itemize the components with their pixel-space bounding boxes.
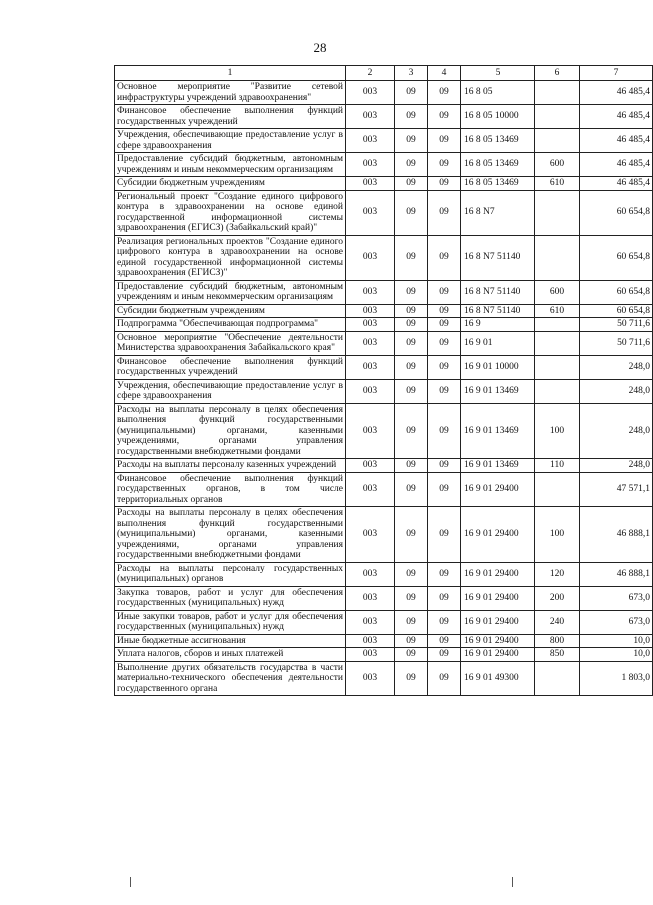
- code-cell: 248,0: [580, 379, 653, 403]
- expense-name-cell: Финансовое обеспечение выполнения функций государственных учреждений: [115, 105, 346, 129]
- code-cell: 09: [428, 507, 461, 563]
- code-cell: 09: [428, 235, 461, 280]
- code-cell: 120: [535, 562, 580, 586]
- code-cell: 16 8 N7 51140: [461, 235, 535, 280]
- code-cell: 16 9 01 13469: [461, 403, 535, 459]
- expense-name-cell: Предоставление субсидий бюджетным, автономным учреждениям и иным некоммерческим организациям: [115, 153, 346, 177]
- code-cell: 09: [428, 648, 461, 662]
- code-cell: [535, 472, 580, 507]
- expense-name-cell: Учреждения, обеспечивающие предоставление услуг в сфере здравоохранения: [115, 379, 346, 403]
- expense-name-cell: Финансовое обеспечение выполнения функций государственных учреждений: [115, 355, 346, 379]
- code-cell: 003: [346, 379, 395, 403]
- code-cell: 09: [428, 318, 461, 332]
- code-cell: 50 711,6: [580, 318, 653, 332]
- code-cell: 003: [346, 648, 395, 662]
- code-cell: 09: [395, 280, 428, 304]
- code-cell: 60 654,8: [580, 190, 653, 235]
- expense-name-cell: Иные закупки товаров, работ и услуг для обеспечения государственных (муниципальных) нужд: [115, 610, 346, 634]
- expense-name-cell: Субсидии бюджетным учреждениям: [115, 304, 346, 318]
- code-cell: 09: [428, 190, 461, 235]
- code-cell: 003: [346, 661, 395, 696]
- code-cell: 60 654,8: [580, 280, 653, 304]
- code-cell: 16 9 01 13469: [461, 459, 535, 473]
- expense-name-cell: Иные бюджетные ассигнования: [115, 634, 346, 648]
- code-cell: 09: [428, 355, 461, 379]
- code-cell: 09: [395, 318, 428, 332]
- code-cell: 600: [535, 280, 580, 304]
- code-cell: 09: [395, 379, 428, 403]
- code-cell: 09: [428, 177, 461, 191]
- table-row: [115, 472, 653, 507]
- code-cell: 09: [395, 459, 428, 473]
- table-row: [115, 586, 653, 610]
- code-cell: 003: [346, 280, 395, 304]
- code-cell: 800: [535, 634, 580, 648]
- code-cell: 46 485,4: [580, 129, 653, 153]
- table-row: [115, 318, 653, 332]
- expense-name-cell: Основное мероприятие "Обеспечение деятельности Министерства здравоохранения Забайкальского края": [115, 331, 346, 355]
- code-cell: 610: [535, 177, 580, 191]
- code-cell: 1 803,0: [580, 661, 653, 696]
- expense-name-cell: Учреждения, обеспечивающие предоставление услуг в сфере здравоохранения: [115, 129, 346, 153]
- code-cell: [535, 661, 580, 696]
- code-cell: 16 9 01 29400: [461, 507, 535, 563]
- code-cell: 110: [535, 459, 580, 473]
- code-cell: 003: [346, 304, 395, 318]
- code-cell: 16 8 05 13469: [461, 153, 535, 177]
- expense-name-cell: Реализация региональных проектов "Создание единого цифрового контура в здравоохранении на основе единой государственной информационной системы здравоохранения (ЕГИСЗ)": [115, 235, 346, 280]
- code-cell: [535, 331, 580, 355]
- code-cell: [535, 105, 580, 129]
- code-cell: 09: [395, 129, 428, 153]
- code-cell: 240: [535, 610, 580, 634]
- code-cell: 850: [535, 648, 580, 662]
- column-header: 4: [428, 66, 461, 81]
- column-header: 5: [461, 66, 535, 81]
- code-cell: 46 888,1: [580, 507, 653, 563]
- code-cell: 16 9 01 29400: [461, 586, 535, 610]
- expense-name-cell: Субсидии бюджетным учреждениям: [115, 177, 346, 191]
- code-cell: [535, 190, 580, 235]
- code-cell: [535, 81, 580, 105]
- code-cell: 610: [535, 304, 580, 318]
- table-row: [115, 355, 653, 379]
- code-cell: 16 9 01 10000: [461, 355, 535, 379]
- code-cell: 09: [428, 661, 461, 696]
- table-row: [115, 648, 653, 662]
- code-cell: 16 9 01 29400: [461, 472, 535, 507]
- code-cell: 09: [395, 355, 428, 379]
- table-row: [115, 403, 653, 459]
- code-cell: 09: [428, 472, 461, 507]
- expense-name-cell: Расходы на выплаты персоналу государственных (муниципальных) органов: [115, 562, 346, 586]
- code-cell: 46 485,4: [580, 153, 653, 177]
- code-cell: 003: [346, 190, 395, 235]
- column-header: 3: [395, 66, 428, 81]
- footer-tick: [130, 877, 131, 887]
- code-cell: 09: [428, 304, 461, 318]
- code-cell: 003: [346, 472, 395, 507]
- code-cell: 46 485,4: [580, 177, 653, 191]
- code-cell: 09: [395, 331, 428, 355]
- code-cell: 50 711,6: [580, 331, 653, 355]
- table-row: [115, 459, 653, 473]
- code-cell: 60 654,8: [580, 304, 653, 318]
- expense-name-cell: Региональный проект "Создание единого цифрового контура в здравоохранении на основе единой государственной информационной системы здравоохранения (ЕГИСЗ) (Забайкальский край)": [115, 190, 346, 235]
- code-cell: 16 9 01: [461, 331, 535, 355]
- code-cell: 09: [395, 190, 428, 235]
- code-cell: 003: [346, 177, 395, 191]
- code-cell: 16 9 01 29400: [461, 562, 535, 586]
- code-cell: 09: [428, 459, 461, 473]
- expense-name-cell: Расходы на выплаты персоналу казенных учреждений: [115, 459, 346, 473]
- code-cell: 003: [346, 129, 395, 153]
- code-cell: 003: [346, 403, 395, 459]
- table-row: [115, 105, 653, 129]
- code-cell: 16 8 05 10000: [461, 105, 535, 129]
- code-cell: 003: [346, 586, 395, 610]
- column-header: 2: [346, 66, 395, 81]
- code-cell: 46 888,1: [580, 562, 653, 586]
- code-cell: 09: [395, 661, 428, 696]
- code-cell: 46 485,4: [580, 105, 653, 129]
- page-number: 28: [313, 40, 327, 55]
- column-header: 1: [115, 66, 346, 81]
- code-cell: 003: [346, 562, 395, 586]
- code-cell: 003: [346, 105, 395, 129]
- code-cell: 673,0: [580, 586, 653, 610]
- code-cell: 09: [395, 81, 428, 105]
- code-cell: 46 485,4: [580, 81, 653, 105]
- expense-name-cell: Основное мероприятие "Развитие сетевой инфраструктуры учреждений здравоохранения": [115, 81, 346, 105]
- code-cell: 248,0: [580, 403, 653, 459]
- code-cell: 09: [428, 562, 461, 586]
- code-cell: 16 8 N7 51140: [461, 304, 535, 318]
- code-cell: [535, 355, 580, 379]
- footer-tick: [512, 877, 513, 887]
- budget-table: [114, 65, 653, 696]
- code-cell: 09: [428, 331, 461, 355]
- code-cell: 09: [395, 634, 428, 648]
- code-cell: 003: [346, 610, 395, 634]
- table-row: [115, 81, 653, 105]
- code-cell: 16 8 05: [461, 81, 535, 105]
- code-cell: 248,0: [580, 355, 653, 379]
- expense-name-cell: Финансовое обеспечение выполнения функций государственных органов, в том числе территориальных органов: [115, 472, 346, 507]
- code-cell: 60 654,8: [580, 235, 653, 280]
- code-cell: 673,0: [580, 610, 653, 634]
- code-cell: 16 9: [461, 318, 535, 332]
- code-cell: 248,0: [580, 459, 653, 473]
- code-cell: 09: [395, 586, 428, 610]
- code-cell: 003: [346, 634, 395, 648]
- code-cell: 003: [346, 459, 395, 473]
- expense-name-cell: Предоставление субсидий бюджетным, автономным учреждениям и иным некоммерческим организациям: [115, 280, 346, 304]
- code-cell: 16 8 05 13469: [461, 129, 535, 153]
- code-cell: 09: [428, 105, 461, 129]
- code-cell: 16 9 01 49300: [461, 661, 535, 696]
- table-row: [115, 562, 653, 586]
- code-cell: 003: [346, 235, 395, 280]
- code-cell: 16 8 05 13469: [461, 177, 535, 191]
- table-row: [115, 177, 653, 191]
- code-cell: 16 9 01 29400: [461, 648, 535, 662]
- code-cell: 10,0: [580, 648, 653, 662]
- code-cell: 09: [395, 177, 428, 191]
- table-row: [115, 507, 653, 563]
- expense-name-cell: Расходы на выплаты персоналу в целях обеспечения выполнения функций государственными (муниципальными) органами, казенными учреждениями, органами управления государственными внебюджетными фондами: [115, 403, 346, 459]
- code-cell: 100: [535, 403, 580, 459]
- code-cell: 09: [395, 304, 428, 318]
- code-cell: 09: [395, 235, 428, 280]
- table-row: [115, 190, 653, 235]
- code-cell: 100: [535, 507, 580, 563]
- code-cell: 09: [428, 586, 461, 610]
- code-cell: 09: [428, 610, 461, 634]
- expense-name-cell: Подпрограмма "Обеспечивающая подпрограмма": [115, 318, 346, 332]
- code-cell: 10,0: [580, 634, 653, 648]
- code-cell: 16 8 N7 51140: [461, 280, 535, 304]
- code-cell: 09: [428, 129, 461, 153]
- code-cell: 09: [395, 507, 428, 563]
- code-cell: [535, 379, 580, 403]
- code-cell: 09: [428, 153, 461, 177]
- code-cell: 47 571,1: [580, 472, 653, 507]
- expense-name-cell: Закупка товаров, работ и услуг для обеспечения государственных (муниципальных) нужд: [115, 586, 346, 610]
- table-row: [115, 129, 653, 153]
- code-cell: 09: [395, 472, 428, 507]
- table-row: [115, 661, 653, 696]
- code-cell: 003: [346, 507, 395, 563]
- code-cell: 09: [428, 403, 461, 459]
- code-cell: 09: [395, 153, 428, 177]
- code-cell: 003: [346, 331, 395, 355]
- table-row: [115, 610, 653, 634]
- code-cell: 600: [535, 153, 580, 177]
- code-cell: 09: [395, 562, 428, 586]
- expense-name-cell: Выполнение других обязательств государства в части материально-технического обеспечения деятельности государственного органа: [115, 661, 346, 696]
- code-cell: 003: [346, 355, 395, 379]
- code-cell: [535, 129, 580, 153]
- code-cell: 09: [395, 403, 428, 459]
- table-row: [115, 331, 653, 355]
- code-cell: 003: [346, 153, 395, 177]
- table-header-row: [115, 66, 653, 81]
- code-cell: 09: [428, 634, 461, 648]
- table-row: [115, 304, 653, 318]
- code-cell: 16 9 01 29400: [461, 610, 535, 634]
- code-cell: 200: [535, 586, 580, 610]
- column-header: 7: [580, 66, 653, 81]
- code-cell: 09: [428, 379, 461, 403]
- code-cell: 16 8 N7: [461, 190, 535, 235]
- code-cell: 003: [346, 81, 395, 105]
- column-header: 6: [535, 66, 580, 81]
- code-cell: [535, 318, 580, 332]
- code-cell: 09: [428, 81, 461, 105]
- code-cell: 16 9 01 13469: [461, 379, 535, 403]
- expense-name-cell: Уплата налогов, сборов и иных платежей: [115, 648, 346, 662]
- table-row: [115, 235, 653, 280]
- code-cell: 09: [395, 105, 428, 129]
- code-cell: 09: [395, 610, 428, 634]
- table-row: [115, 280, 653, 304]
- table-row: [115, 379, 653, 403]
- code-cell: 003: [346, 318, 395, 332]
- table-row: [115, 634, 653, 648]
- table-row: [115, 153, 653, 177]
- code-cell: [535, 235, 580, 280]
- code-cell: 09: [395, 648, 428, 662]
- expense-name-cell: Расходы на выплаты персоналу в целях обеспечения выполнения функций государственными (муниципальными) органами, казенными учреждениями, органами управления государственными внебюджетными фондами: [115, 507, 346, 563]
- code-cell: 09: [428, 280, 461, 304]
- code-cell: 16 9 01 29400: [461, 634, 535, 648]
